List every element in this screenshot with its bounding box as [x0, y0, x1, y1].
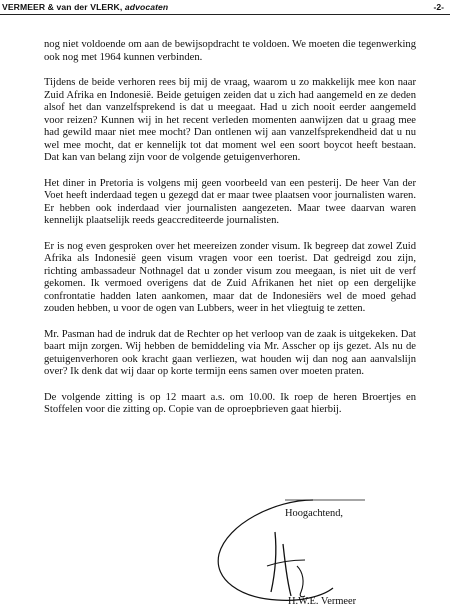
closing-salutation: Hoogachtend,: [285, 508, 343, 519]
firm-name-main: VERMEER & van der VLERK,: [2, 2, 123, 12]
paragraph: Er is nog even gesproken over het meereizen zonder visum. Ik begreep dat zowel Zuid Afrika als Indonesië geen visum vragen voor een toerist. Dat gedreigd zou zijn, richting ambassadeur Nothnagel dat u zonder visum zou meegaan, is niet uit de verf gekomen. Ik vermoed overigens dat de Zuid Afrikanen het niet op een dergelijke confrontatie hadden laten aankomen, maar dat de Indonesiërs wel de moed gehad zouden hebben, u voor de ogen van Lubbers, weer in het vliegtuig te zetten.: [44, 240, 416, 314]
firm-name: [2, 2, 168, 12]
signatory-name: H.W.E. Vermeer: [288, 596, 357, 607]
paragraph: Mr. Pasman had de indruk dat de Rechter op het verloop van de zaak is uitgekeken. Dat baart mijn zorgen. Wij hebben de bemiddeling via Mr. Asscher op ijs gezet. Als nu de getuigenverhoren ook kracht gaan verliezen, wat houden wij dan nog aan aanvalslijn over? Ik denk dat wij daar op korte termijn eens samen over moeten praten.: [44, 328, 416, 377]
paragraph: De volgende zitting is op 12 maart a.s. om 10.00. Ik roep de heren Broertjes en Stoffelen voor die zitting op. Copie van de oproepbrieven gaat hierbij.: [44, 391, 416, 415]
paragraph: Tijdens de beide verhoren rees bij mij de vraag, waarom u zo makkelijk mee kon naar Zuid Afrika en Indonesië. Beide getuigen zeiden dat u zich had aangemeld en ze deden alsof het dan vanzelfsprekend is dat u meegaat. Had u zich nooit eerder aangemeld voor reizen? Kunnen wij in het recent verleden momenten aanwijzen dat u graag mee had gewild maar niet mee mocht? Dan ontlenen wij aan vanzelfsprekendheid dat u nu wel mee mocht, dat er kennelijk tot dat moment wel een soort boycot heeft bestaan. Dat kan van belang zijn voor de volgende getuigenverhoren.: [44, 77, 416, 163]
firm-name-italic: advocaten: [124, 2, 169, 12]
letterhead: [0, 0, 450, 15]
paragraph: nog niet voldoende om aan de bewijsopdracht te voldoen. We moeten die tegenwerking ook nog met 1964 kunnen verbinden.: [44, 39, 416, 63]
letter-body: [44, 39, 416, 430]
paragraph: Het diner in Pretoria is volgens mij geen voorbeeld van een pesterij. De heer Van der Voet heeft inderdaad tegen u gezegd dat er maar twee plaatsen voor journalisten waren. Er hebben ook inderdaad vier journalisten aangezeten. Maar twee daarvan waren kennelijk plaatselijk reeds geaccrediteerde journalisten.: [44, 177, 416, 226]
page-number: -2-: [433, 2, 444, 12]
